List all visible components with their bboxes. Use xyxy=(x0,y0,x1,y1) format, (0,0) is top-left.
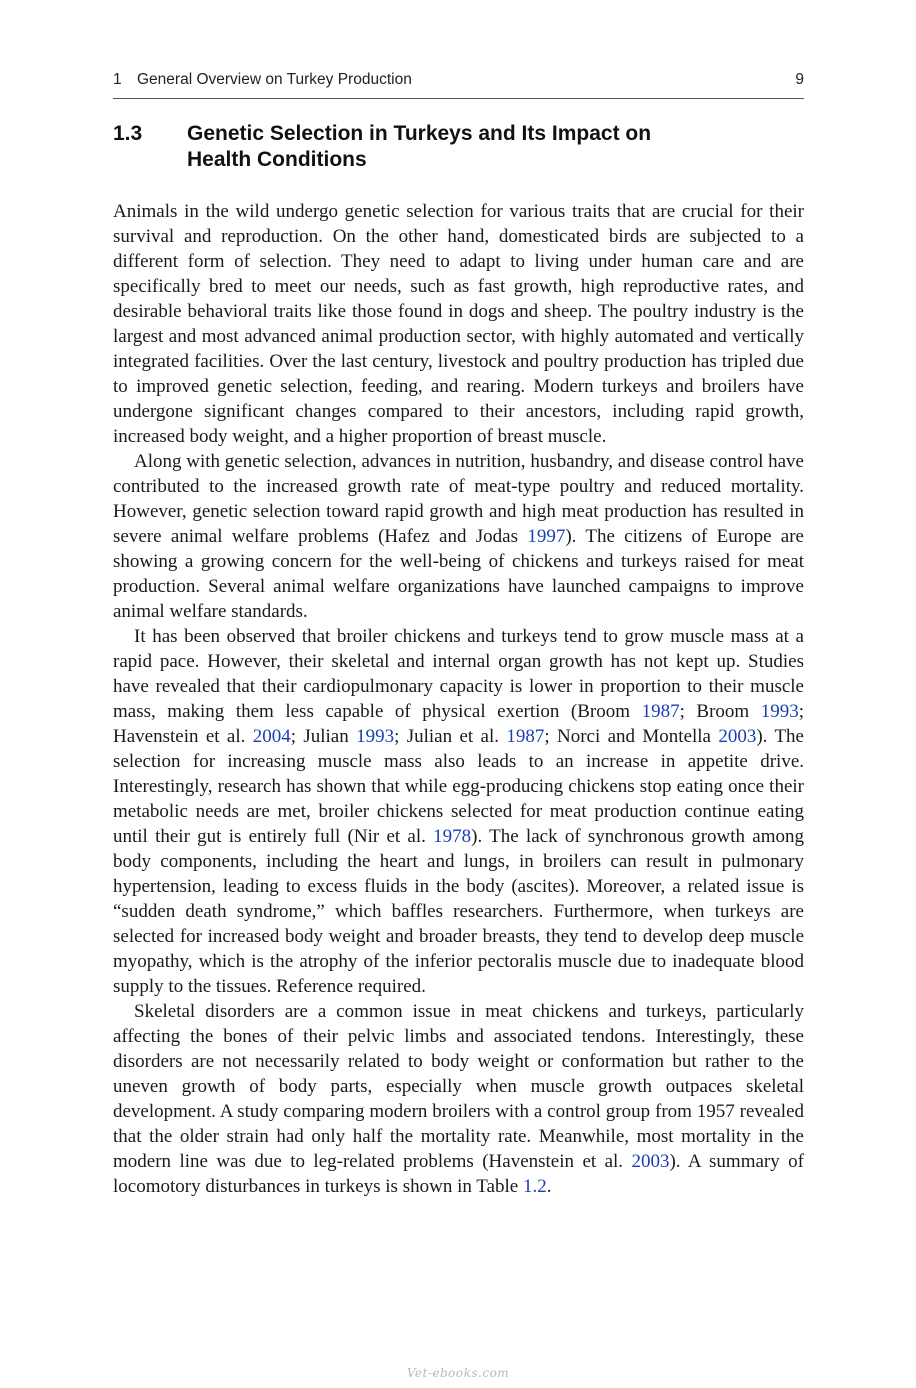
body-paragraph xyxy=(113,624,804,999)
body-paragraph xyxy=(113,449,804,624)
citation-link[interactable]: 1.2 xyxy=(522,1176,547,1197)
body-paragraph xyxy=(113,199,804,449)
paragraph-text: Along with genetic selection, advances in nutrition, husbandry, and disease control have contributed to the increased growth rate of meat-type poultry and reduced mortality. However, genetic selection toward rapid growth and high meat production has resulted in severe animal welfare problems (Hafez and Jodas xyxy=(113,451,804,547)
paragraph-text: ; Julian xyxy=(290,726,357,747)
citation-link[interactable]: 1978 xyxy=(433,826,472,847)
paragraph-text: ). A summary of locomotory disturbances in turkeys is shown in Table xyxy=(113,1151,804,1197)
paragraph-text: ; Norci and Montella xyxy=(544,726,719,747)
paragraph-text: ; Havenstein et al. xyxy=(113,701,804,747)
section-heading xyxy=(113,121,804,173)
citation-link[interactable]: 1993 xyxy=(760,701,799,722)
section-title: Genetic Selection in Turkeys and Its Impact on Health Conditions xyxy=(187,122,652,171)
body-paragraph xyxy=(113,999,804,1199)
chapter-title: General Overview on Turkey Production xyxy=(137,71,412,88)
citation-link[interactable]: 1997 xyxy=(527,526,566,547)
running-head xyxy=(113,70,804,99)
running-head-chapter xyxy=(113,71,412,89)
chapter-number: 1 xyxy=(113,71,122,88)
citation-link[interactable]: 1993 xyxy=(356,726,395,747)
section-number: 1.3 xyxy=(113,122,143,145)
paragraph-text: Animals in the wild undergo genetic selection for various traits that are crucial for their survival and reproduction. On the other hand, domesticated birds are subjected to a different form of selection. They need to adapt to living under human care and are specifically bred to meet our needs, such as fast growth, high reproductive rates, and desirable behavioral traits like those found in dogs and sheep. The poultry industry is the largest and most advanced animal production sector, with highly automated and vertically integrated facilities. Over the last century, livestock and poultry production has tripled due to improved genetic selection, feeding, and rearing. Modern turkeys and broilers have undergone significant changes compared to their ancestors, including rapid growth, increased body weight, and a higher proportion of breast muscle. xyxy=(113,201,804,447)
paragraph-text: . xyxy=(546,1176,552,1197)
paragraph-text: ). The citizens of Europe are showing a growing concern for the well-being of chickens and turkeys raised for meat production. Several animal welfare organizations have launched campaigns to improve animal welfare standards. xyxy=(113,526,804,622)
paragraph-text: ; Broom xyxy=(679,701,761,722)
paragraph-text: Skeletal disorders are a common issue in meat chickens and turkeys, particularly affecting the bones of their pelvic limbs and associated tendons. Interestingly, these disorders are not necessarily related to body weight or conformation but rather to the uneven growth of body parts, especially when muscle growth outpaces skeletal development. A study comparing modern broilers with a control group from 1957 revealed that the older strain had only half the mortality rate. Meanwhile, most mortality in the modern line was due to leg-related problems (Havenstein et al. xyxy=(113,1001,804,1172)
page-number: 9 xyxy=(795,71,804,88)
citation-link[interactable]: 2003 xyxy=(631,1151,670,1172)
paragraph-text: It has been observed that broiler chickens and turkeys tend to grow muscle mass at a rapid pace. However, their skeletal and internal organ growth has not kept up. Studies have revealed that their cardiopulmonary capacity is lower in proportion to their muscle mass, making them less capable of physical exertion (Broom xyxy=(113,626,804,722)
paragraph-text: ). The lack of synchronous growth among body components, including the heart and lungs, in broilers can result in pulmonary hypertension, leading to excess fluids in the body (ascites). Moreover, a related issue is “sudden death syndrome,” which baffles researchers. Furthermore, when turkeys are selected for increased body weight and broader breasts, they tend to develop deep muscle myopathy, which is the atrophy of the inferior pectoralis muscle due to inadequate blood supply to the tissues. Reference required. xyxy=(113,826,804,997)
citation-link[interactable]: 2003 xyxy=(718,726,757,747)
citation-link[interactable]: 2004 xyxy=(252,726,291,747)
paragraph-text: ). The selection for increasing muscle mass also leads to an increase in appetite drive. Interestingly, research has shown that while egg-producing chickens stop eating once their metabolic needs are met, broiler chickens selected for meat production continue eating until their gut is entirely full (Nir et al. xyxy=(113,726,804,847)
citation-link[interactable]: 1987 xyxy=(506,726,545,747)
paragraph-text: ; Julian et al. xyxy=(394,726,507,747)
citation-link[interactable]: 1987 xyxy=(641,701,680,722)
watermark-logo: Vet-ebooks.com xyxy=(406,1366,510,1380)
body-text xyxy=(113,199,804,1199)
